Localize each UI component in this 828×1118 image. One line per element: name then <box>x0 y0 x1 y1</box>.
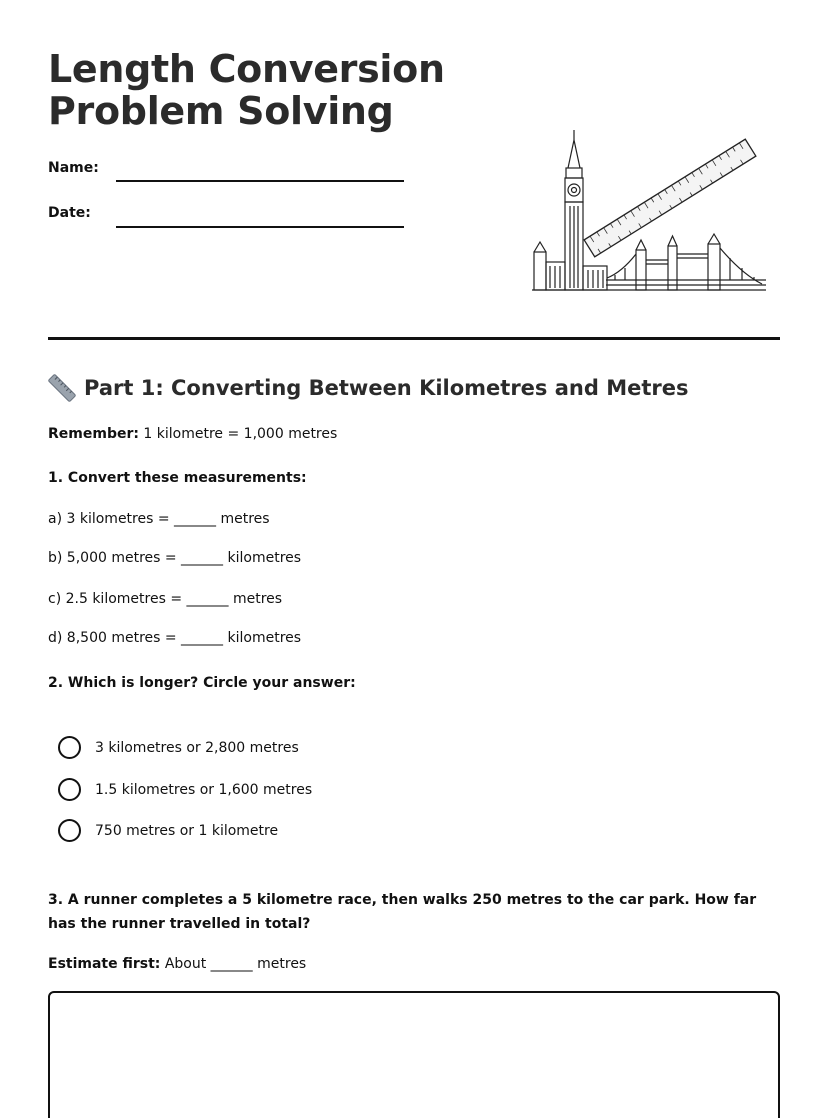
estimate-line <box>48 954 306 974</box>
q1-item-c: c) 2.5 kilometres = ______ metres <box>48 591 283 607</box>
remember-label: Remember: <box>48 426 139 442</box>
name-label: Name: <box>48 160 99 176</box>
title-line-1: Length Conversion <box>48 47 445 91</box>
q2-option-1[interactable] <box>58 736 299 759</box>
date-label: Date: <box>48 205 91 221</box>
q2-option-3[interactable] <box>58 819 278 842</box>
q1-prompt: 1. Convert these measurements: <box>48 470 307 486</box>
date-field[interactable] <box>116 226 404 228</box>
q3-prompt: 3. A runner completes a 5 kilometre race, then walks 250 metres to the car park. How far has the runner travelled in total? <box>48 892 757 932</box>
remember-text: 1 kilometre = 1,000 metres <box>138 426 338 442</box>
radio-circle-icon[interactable] <box>58 736 81 759</box>
name-field[interactable] <box>116 180 404 182</box>
estimate-label: Estimate first: <box>48 956 161 972</box>
q2-prompt: 2. Which is longer? Circle your answer: <box>48 675 356 691</box>
radio-circle-icon[interactable] <box>58 819 81 842</box>
q1-item-a: a) 3 kilometres = ______ metres <box>48 511 270 527</box>
part1-heading <box>48 374 688 402</box>
q1-item-d: d) 8,500 metres = ______ kilometres <box>48 630 302 646</box>
answer-box[interactable] <box>48 991 780 1118</box>
part1-heading-text: Part 1: Converting Between Kilometres and Metres <box>84 376 689 400</box>
section-divider <box>48 337 780 340</box>
q1-item-b: b) 5,000 metres = ______ kilometres <box>48 550 302 566</box>
radio-circle-icon[interactable] <box>58 778 81 801</box>
london-landmarks-ruler-illustration <box>530 128 770 296</box>
ruler-icon <box>48 374 76 402</box>
q2-option-3-label: 750 metres or 1 kilometre <box>95 822 279 839</box>
estimate-text: About ______ metres <box>160 956 307 972</box>
q2-option-2[interactable] <box>58 778 312 801</box>
title-line-2: Problem Solving <box>48 89 394 133</box>
remember-note <box>48 424 337 444</box>
q2-option-1-label: 3 kilometres or 2,800 metres <box>95 739 299 756</box>
worksheet-title <box>48 48 445 132</box>
q2-option-2-label: 1.5 kilometres or 1,600 metres <box>95 781 313 798</box>
